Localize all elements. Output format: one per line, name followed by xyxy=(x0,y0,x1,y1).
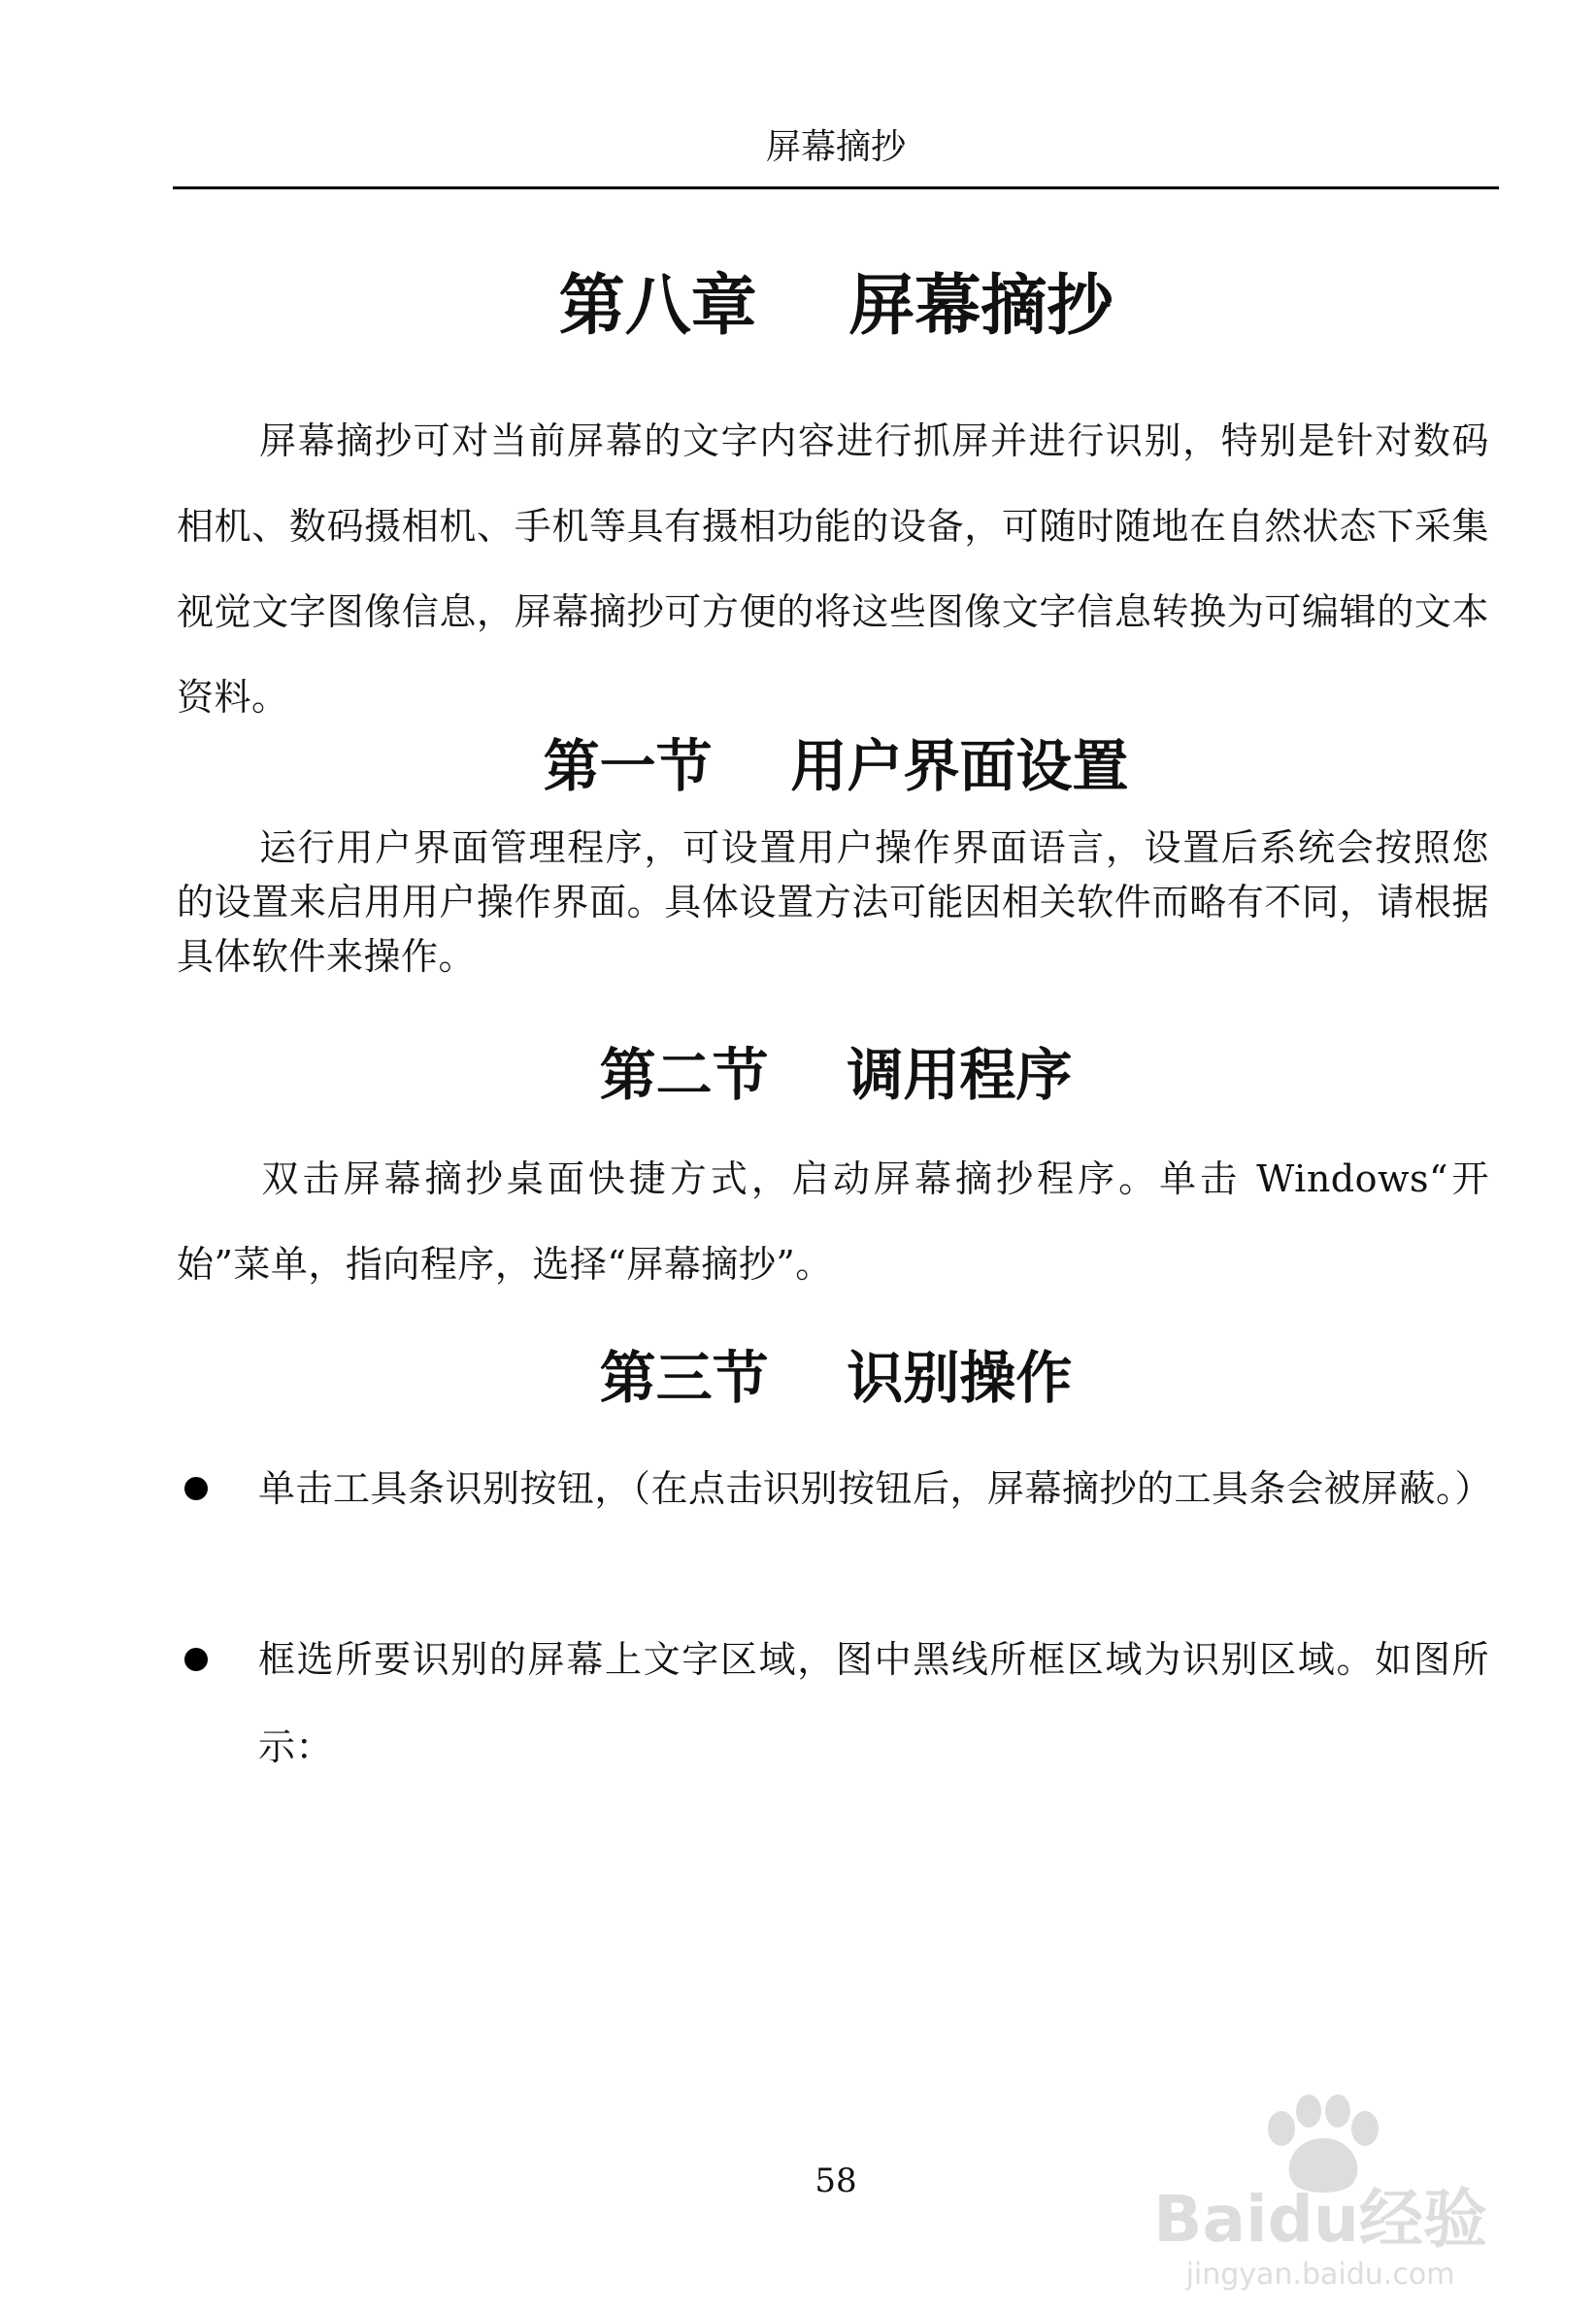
list-item xyxy=(177,1616,1489,1791)
list-item xyxy=(177,1445,1493,1532)
paw-icon xyxy=(1268,2094,1379,2193)
chapter-title: 第八章 屏幕摘抄 xyxy=(558,268,1114,345)
bullet-icon xyxy=(184,1648,208,1671)
section-paragraph-launch xyxy=(177,1136,1489,1307)
list-item-text: 框选所要识别的屏幕上文字区域，图中黑线所框区域为识别区域。如图所示： xyxy=(258,1638,1489,1768)
section-text-ui-settings: 运行用户界面管理程序，可设置用户操作界面语言，设置后系统会按照您的设置来启用用户操作界面。具体设置方法可能因相关软件而略有不同，请根据具体软件来操作。 xyxy=(177,826,1489,978)
running-header: 屏幕摘抄 xyxy=(765,127,906,167)
list-item-text: 单击工具条识别按钮，（在点击识别按钮后，屏幕摘抄的工具条会被屏蔽。） xyxy=(258,1467,1493,1510)
section-paragraph-ui-settings xyxy=(177,821,1489,984)
section-title-ui-settings: 第一节 用户界面设置 xyxy=(543,733,1129,799)
header-rule xyxy=(173,186,1499,189)
watermark-url: jingyan.baidu.com xyxy=(1185,2258,1455,2292)
section-text-launch: 双击屏幕摘抄桌面快捷方式，启动屏幕摘抄程序。单击 Windows“开始”菜单，指向程序，选择“屏幕摘抄”。 xyxy=(177,1157,1489,1286)
watermark-brand: Baidu经验 xyxy=(1153,2182,1487,2257)
section-title-recognition: 第三节 识别操作 xyxy=(599,1345,1073,1411)
page-number: 58 xyxy=(815,2161,857,2200)
baidu-jingyan-watermark xyxy=(1136,2068,1505,2292)
intro-text: 屏幕摘抄可对当前屏幕的文字内容进行抓屏并进行识别，特别是针对数码相机、数码摄相机、手机等具有摄相功能的设备，可随时随地在自然状态下采集视觉文字图像信息，屏幕摘抄可方便的将这些图像文字信息转换为可编辑的文本资料。 xyxy=(177,419,1489,719)
intro-paragraph xyxy=(177,398,1489,740)
bullet-icon xyxy=(184,1477,208,1500)
section-title-launch: 第二节 调用程序 xyxy=(599,1042,1073,1108)
